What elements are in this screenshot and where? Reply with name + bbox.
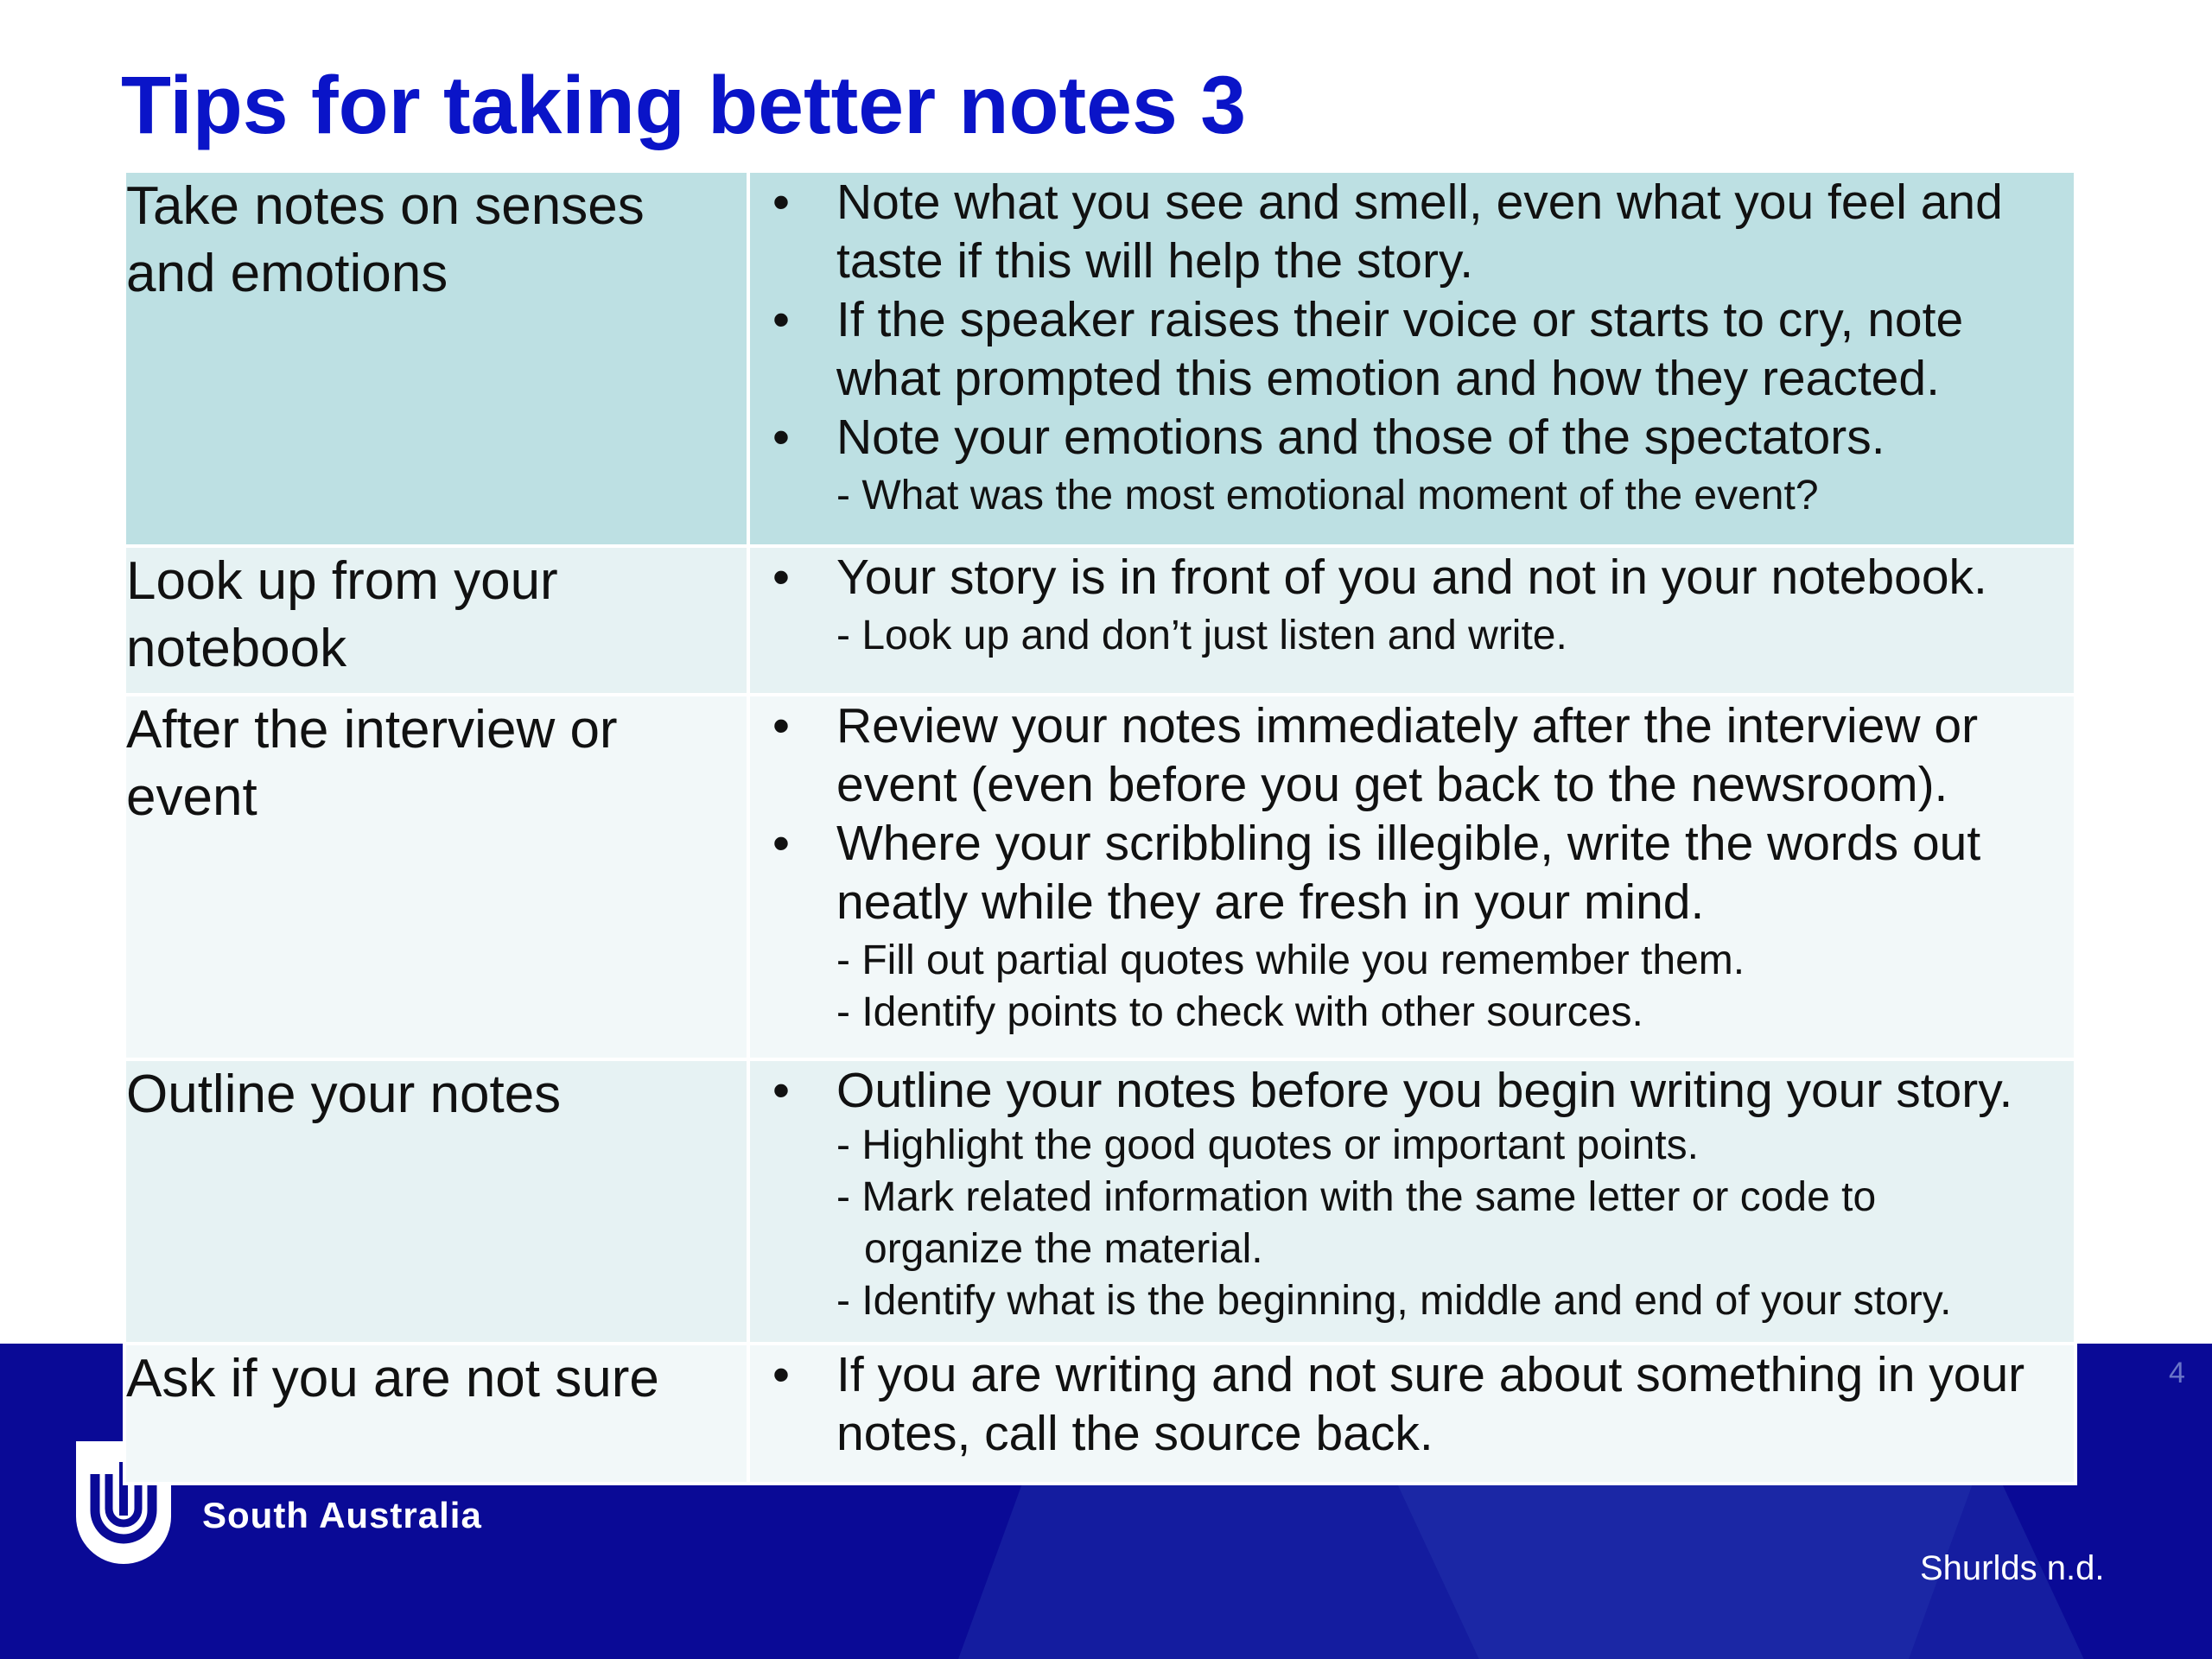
- row-heading: Look up from your notebook: [124, 546, 748, 695]
- bullet-icon: •: [772, 175, 790, 230]
- bullet-icon: •: [772, 1347, 790, 1402]
- sub-point: - Identify points to check with other sources.: [836, 989, 1643, 1035]
- row-heading: After the interview or event: [124, 695, 748, 1059]
- bullet-item: • If you are writing and not sure about something in your notes, call the source back.: [772, 1347, 2025, 1461]
- bullet-item: • Note what you see and smell, even what you feel and taste if this will help the story.: [772, 175, 2003, 289]
- row-content: [748, 695, 2075, 1059]
- sub-point: - Fill out partial quotes while you remember them.: [836, 938, 1745, 983]
- sub-point: organize the material.: [864, 1226, 1263, 1272]
- sub-point: - Mark related information with the same letter or code to: [836, 1174, 1877, 1220]
- table-row: [124, 171, 2075, 546]
- sub-point: - What was the most emotional moment of the event?: [836, 473, 1819, 518]
- page-number: 4: [2169, 1357, 2185, 1389]
- row-content: [748, 171, 2075, 546]
- bullet-item: • Where your scribbling is illegible, write the words out neatly while they are fresh in your mind.: [772, 816, 1981, 930]
- table-row: [124, 1059, 2075, 1344]
- table-row: [124, 546, 2075, 695]
- table-row: [124, 695, 2075, 1059]
- citation: Shurlds n.d.: [1920, 1549, 2105, 1587]
- bullet-icon: •: [772, 698, 790, 753]
- logo-text: South Australia: [202, 1495, 482, 1535]
- bullet-icon: •: [772, 816, 790, 871]
- slide-title: Tips for taking better notes 3: [121, 60, 1247, 151]
- bullet-icon: •: [772, 292, 790, 347]
- bullet-item: • Outline your notes before you begin writing your story.: [772, 1063, 2013, 1118]
- bullet-icon: •: [772, 410, 790, 465]
- row-content: [748, 1344, 2075, 1484]
- row-heading: Ask if you are not sure: [124, 1344, 748, 1484]
- sub-point: - Highlight the good quotes or important points.: [836, 1122, 1699, 1168]
- sub-point: - Look up and don’t just listen and write.: [836, 613, 1567, 658]
- row-content: [748, 546, 2075, 695]
- sub-point: - Identify what is the beginning, middle and end of your story.: [836, 1278, 1952, 1324]
- bullet-item: • Your story is in front of you and not in your notebook.: [772, 550, 1987, 605]
- bullet-item: • Review your notes immediately after the interview or event (even before you get back to the newsroom).: [772, 698, 1979, 812]
- row-heading: Outline your notes: [124, 1059, 748, 1344]
- row-content: [748, 1059, 2075, 1344]
- row-heading: Take notes on senses and emotions: [124, 171, 748, 546]
- bullet-item: • Note your emotions and those of the spectators.: [772, 410, 1885, 465]
- tips-table: [123, 169, 2077, 1485]
- bullet-icon: •: [772, 550, 790, 605]
- bullet-item: • If the speaker raises their voice or starts to cry, note what prompted this emotion and how they reacted.: [772, 292, 1964, 406]
- table-row: [124, 1344, 2075, 1484]
- bullet-icon: •: [772, 1063, 790, 1118]
